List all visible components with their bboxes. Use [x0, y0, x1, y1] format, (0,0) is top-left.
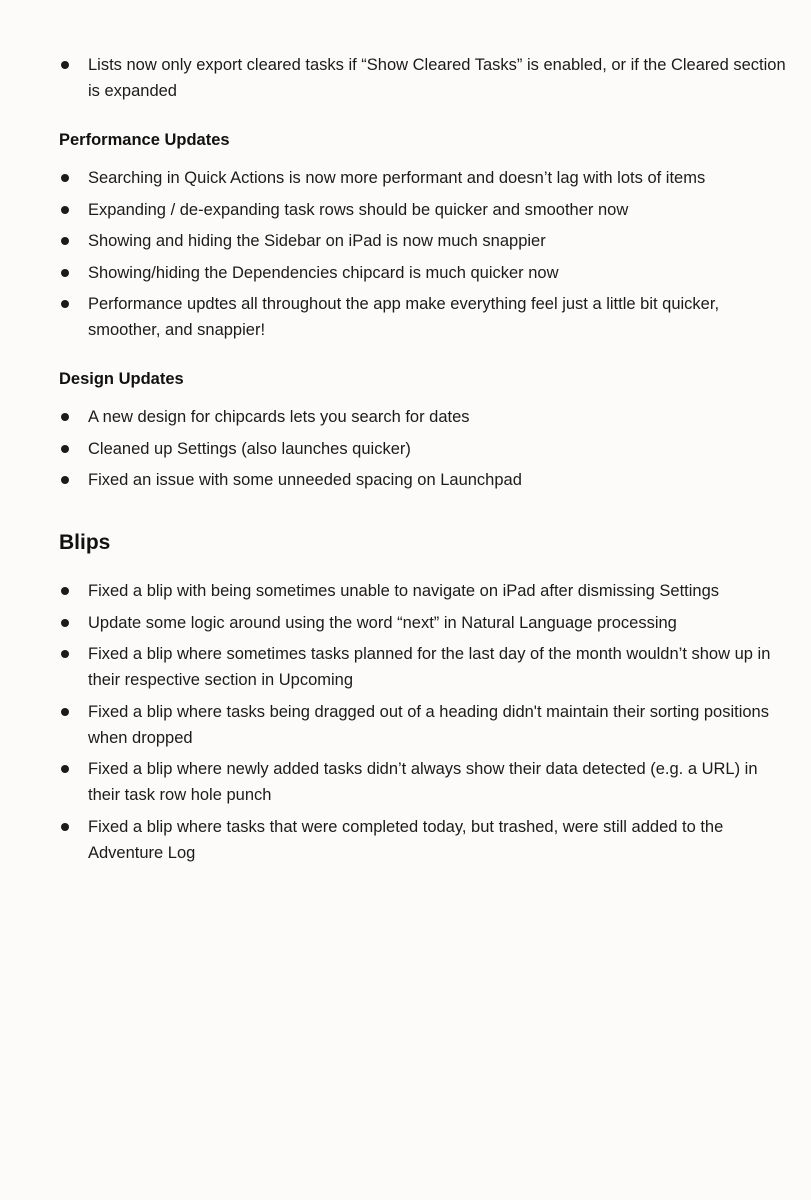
list-item: Fixed a blip where tasks that were completed today, but trashed, were still added to the Adventure Log: [59, 814, 791, 866]
list-item: Update some logic around using the word “next” in Natural Language processing: [59, 610, 791, 636]
list-item: Fixed a blip where newly added tasks didn’t always show their data detected (e.g. a URL) in their task row hole punch: [59, 756, 791, 808]
list-item: Lists now only export cleared tasks if “Show Cleared Tasks” is enabled, or if the Cleared section is expanded: [59, 52, 791, 104]
list-item: A new design for chipcards lets you search for dates: [59, 404, 791, 430]
list-item: Showing/hiding the Dependencies chipcard is much quicker now: [59, 260, 791, 286]
list-item: Fixed a blip where sometimes tasks planned for the last day of the month wouldn’t show up in their respective section in Upcoming: [59, 641, 791, 693]
list-item: Searching in Quick Actions is now more performant and doesn’t lag with lots of items: [59, 165, 791, 191]
list-item: Fixed a blip with being sometimes unable to navigate on iPad after dismissing Settings: [59, 578, 791, 604]
performance-updates-list: [59, 165, 791, 343]
intro-list: [59, 52, 791, 104]
list-item: Cleaned up Settings (also launches quicker): [59, 436, 791, 462]
list-item: Fixed a blip where tasks being dragged out of a heading didn't maintain their sorting positions when dropped: [59, 699, 791, 751]
blips-heading: Blips: [59, 531, 111, 554]
list-item: Expanding / de-expanding task rows should be quicker and smoother now: [59, 197, 791, 223]
blips-list: [59, 578, 791, 866]
list-item: Performance updtes all throughout the app make everything feel just a little bit quicker, smoother, and snappier!: [59, 291, 791, 343]
design-updates-heading: Design Updates: [59, 370, 184, 388]
list-item: Fixed an issue with some unneeded spacing on Launchpad: [59, 467, 791, 493]
list-item: Showing and hiding the Sidebar on iPad is now much snappier: [59, 228, 791, 254]
design-updates-list: [59, 404, 791, 493]
performance-updates-heading: Performance Updates: [59, 131, 230, 149]
